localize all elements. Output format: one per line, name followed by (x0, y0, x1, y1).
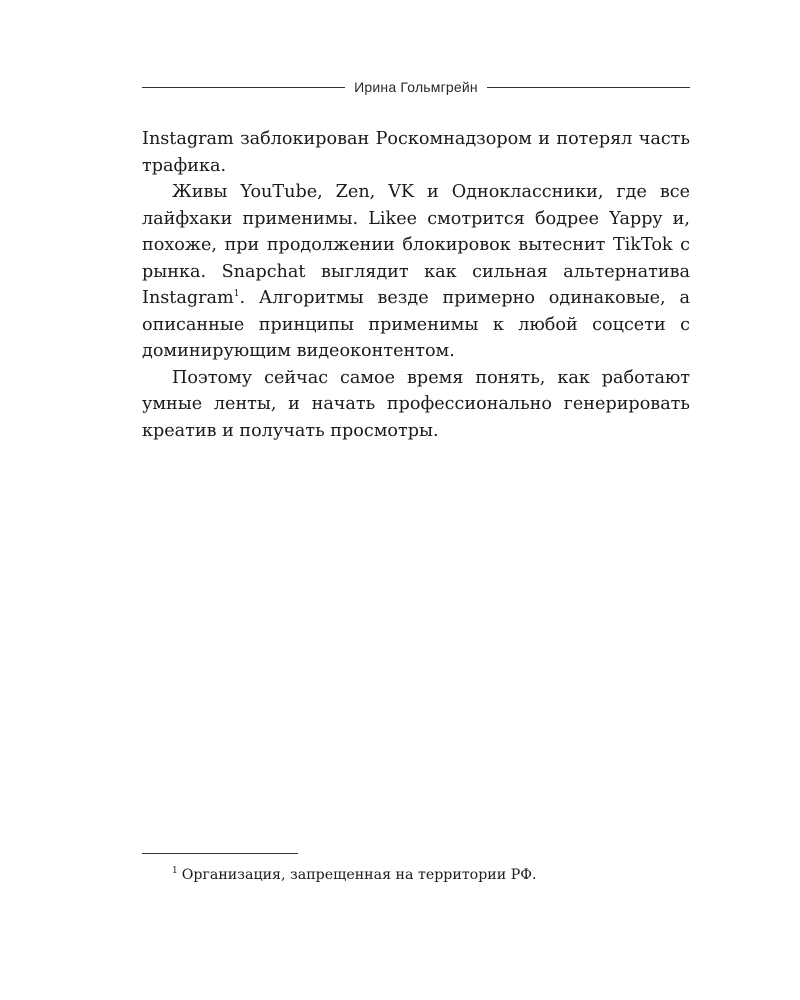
header-rule-right (487, 87, 690, 88)
running-header (142, 76, 690, 98)
paragraph-2-text-before-note: Живы YouTube, Zen, VK и Одноклассники, где все лайфхаки применимы. Likee смотрится бодрее Yappy и, похоже, при продолжении блокировок вытеснит TikTok с рынка. Snapchat выглядит как сильная альтернатива Instagram (142, 182, 690, 308)
footnote-text: Организация, запрещенная на территории РФ. (181, 867, 537, 883)
paragraph-2-text-after-note: . Алгоритмы везде примерно одинаковые, а описанные принципы применимы к любой соцсети с доминирующим видеоконтентом. (142, 288, 690, 361)
paragraph-3: Поэтому сейчас самое время понять, как работают умные ленты, и начать профессионально генерировать креатив и получать просмотры. (142, 367, 690, 441)
footnote-separator (142, 853, 298, 854)
body-text (142, 126, 690, 444)
footnote (172, 864, 692, 886)
header-rule-left (142, 87, 345, 88)
header-author: Ирина Гольмгрейн (354, 79, 478, 95)
footnote-reference[interactable]: 1 (233, 289, 240, 299)
paragraph-2 (142, 179, 690, 365)
footnote-number: 1 (172, 866, 178, 876)
paragraph-1: Instagram заблокирован Роскомнадзором и потерял часть трафика. (142, 129, 690, 176)
